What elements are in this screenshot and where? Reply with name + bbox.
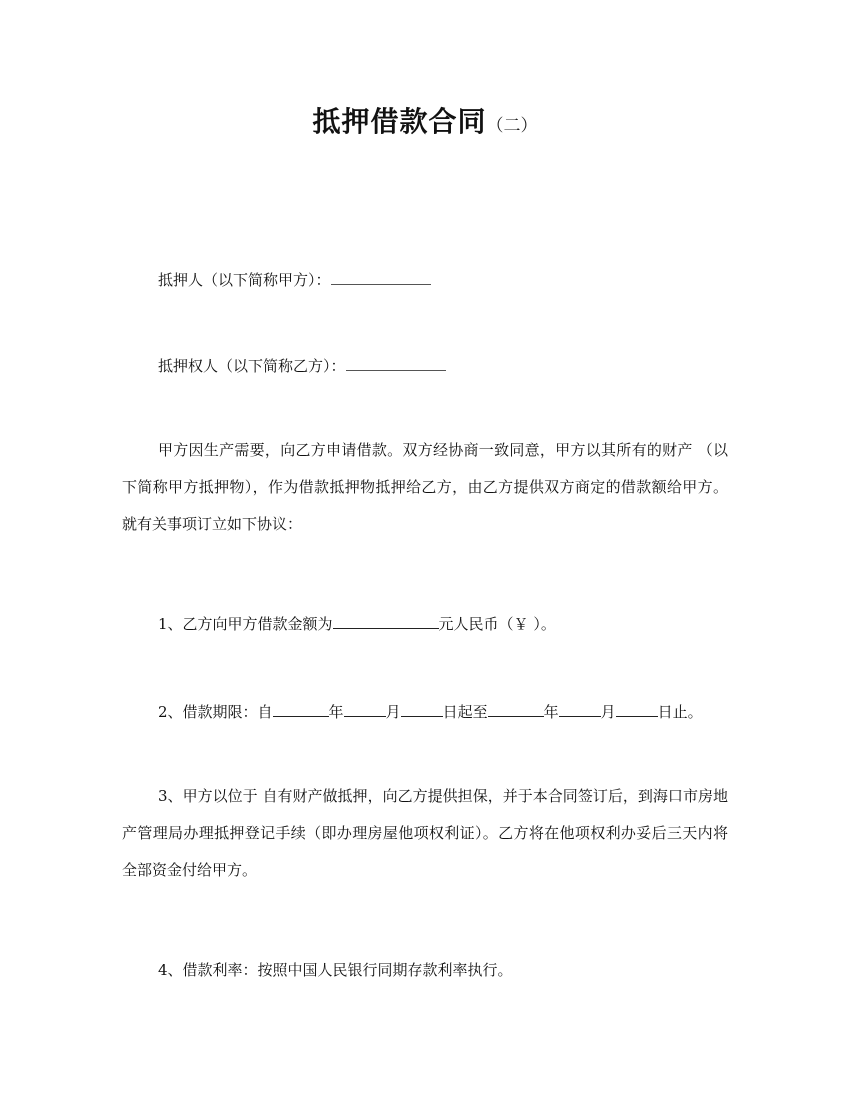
end-day-blank	[616, 700, 658, 717]
clause-2	[158, 700, 703, 722]
mortgagee-label: 抵押权人（以下简称乙方）：	[158, 357, 346, 375]
title-main: 抵押借款合同	[312, 105, 487, 138]
clause2-prefix: 2、借款期限：自	[158, 703, 273, 721]
clause2-day1: 日起至	[442, 703, 488, 721]
mortgagor-blank	[331, 268, 431, 285]
clause-1	[158, 612, 556, 634]
start-year-blank	[273, 700, 329, 717]
start-day-blank	[401, 700, 443, 717]
clause2-day2: 日止。	[657, 703, 703, 721]
clause2-month1: 月	[385, 703, 401, 721]
amount-blank	[333, 612, 439, 629]
mortgagor-line	[158, 268, 431, 290]
end-year-blank	[488, 700, 544, 717]
title-sub: （二）	[486, 116, 538, 136]
intro-paragraph: 甲方因生产需要，向乙方申请借款。双方经协商一致同意，甲方以其所有的财产 （以下简称甲方抵押物），作为借款抵押物抵押给乙方，由乙方提供双方商定的借款额给甲方。就有关事项订立如下协议：	[122, 441, 728, 533]
mortgagee-blank	[346, 354, 446, 371]
document-title	[0, 100, 850, 140]
mortgagor-label: 抵押人（以下简称甲方）：	[158, 271, 331, 289]
start-month-blank	[344, 700, 386, 717]
clause1-before: 1、乙方向甲方借款金额为	[158, 615, 333, 633]
end-month-blank	[559, 700, 601, 717]
mortgagee-line	[158, 354, 446, 376]
clause2-year2: 年	[543, 703, 559, 721]
clause2-month2: 月	[600, 703, 616, 721]
clause-3: 3、甲方以位于 自有财产做抵押，向乙方提供担保，并于本合同签订后，到海口市房地产管理局办理抵押登记手续（即办理房屋他项权利证）。乙方将在他项权利办妥后三天内将全部资金付给甲方。	[122, 787, 728, 879]
clause1-after: 元人民币（￥ ）。	[438, 615, 556, 633]
clause-4: 4、借款利率：按照中国人民银行同期存款利率执行。	[158, 961, 513, 979]
clause2-year1: 年	[328, 703, 344, 721]
